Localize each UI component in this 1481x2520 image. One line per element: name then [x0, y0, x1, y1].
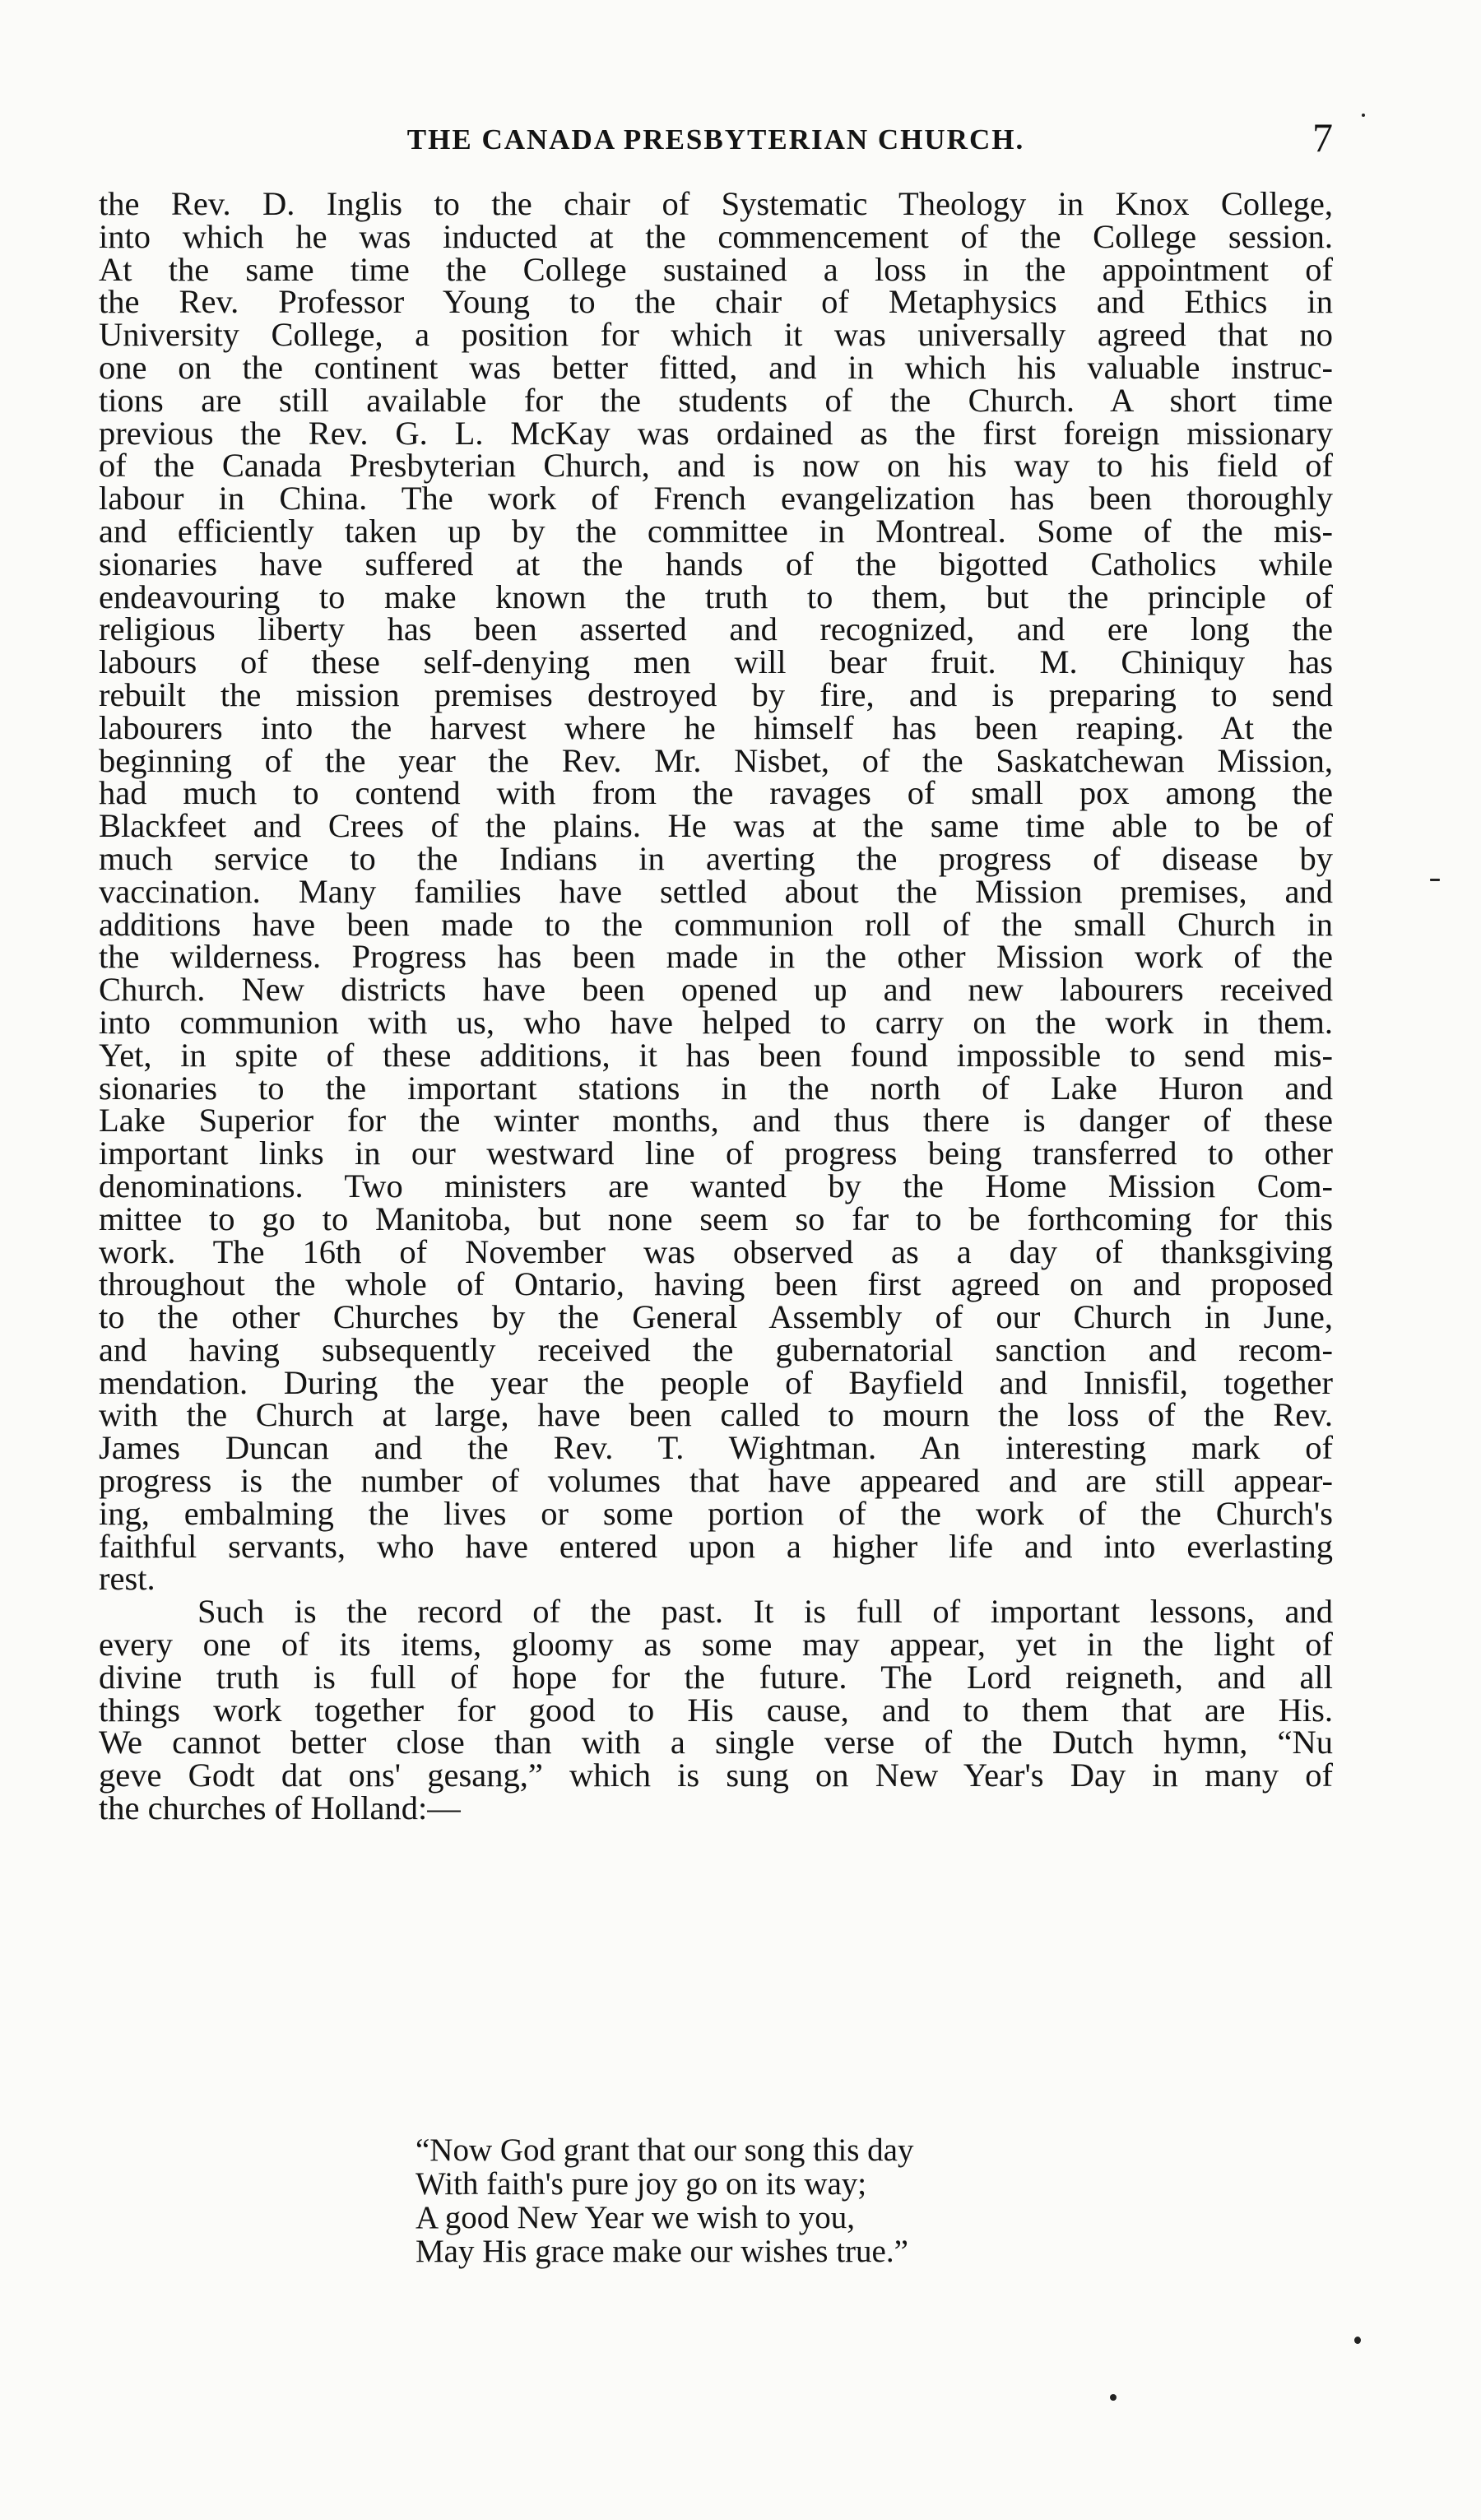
text-line: every one of its items, gloomy as some may appear, yet in the light of: [99, 1626, 1333, 1664]
text-line: vaccination. Many families have settled about the Mission premises, and: [99, 872, 1333, 910]
page-number: 7: [1312, 114, 1333, 160]
text-line: things work together for good to His cause, and to them that are His.: [99, 1691, 1333, 1729]
text-line: At the same time the College sustained a loss in the appointment of: [99, 250, 1333, 288]
text-line: rebuilt the mission premises destroyed by fire, and is preparing to send: [99, 675, 1333, 713]
running-title: THE CANADA PRESBYTERIAN CHURCH.: [406, 123, 1025, 155]
text-line: work. The 16th of November was observed as a day of thanksgiving: [99, 1232, 1333, 1270]
text-line: and having subsequently received the gubernatorial sanction and recom-: [99, 1330, 1333, 1368]
text-line: sionaries to the important stations in the north of Lake Huron and: [99, 1069, 1333, 1107]
text-line: Blackfeet and Crees of the plains. He was at the same time able to be of: [99, 807, 1333, 845]
text-line: James Duncan and the Rev. T. Wightman. An interesting mark of: [99, 1429, 1333, 1467]
print-speck: [1354, 2337, 1361, 2344]
text-line: beginning of the year the Rev. Mr. Nisbet, of the Saskatchewan Mission,: [99, 741, 1333, 779]
text-line: labours of these self-denying men will bear fruit. M. Chiniquy has: [99, 643, 1333, 681]
text-line: throughout the whole of Ontario, having been first agreed on and proposed: [99, 1265, 1333, 1303]
text-line: to the other Churches by the General Assembly of our Church in June,: [99, 1298, 1333, 1336]
text-line: additions have been made to the communion roll of the small Church in: [99, 905, 1333, 943]
text-line: progress is the number of volumes that have appeared and are still appear-: [99, 1462, 1333, 1500]
verse-line: A good New Year we wish to you,: [416, 2200, 856, 2235]
verse-line: May His grace make our wishes true.”: [416, 2234, 908, 2269]
text-line: endeavouring to make known the truth to them, but the principle of: [99, 578, 1333, 615]
text-line: divine truth is full of hope for the future. The Lord reigneth, and all: [99, 1658, 1333, 1696]
verse-line: With faith's pure joy go on its way;: [416, 2166, 867, 2202]
text-line: denominations. Two ministers are wanted by the Home Mission Com-: [99, 1167, 1333, 1204]
print-speck: [1430, 879, 1440, 881]
text-line: mittee to go to Manitoba, but none seem so far to be forthcoming for this: [99, 1200, 1333, 1237]
text-line: the Rev. D. Inglis to the chair of Systematic Theology in Knox College,: [99, 185, 1333, 222]
text-line: Yet, in spite of these additions, it has been found impossible to send mis-: [99, 1036, 1333, 1074]
text-line: had much to contend with from the ravages of small pox among the: [99, 774, 1333, 812]
text-line: geve Godt dat ons' gesang,” which is sung on New Year's Day in many of: [99, 1757, 1333, 1794]
body-text: [99, 185, 1333, 1827]
text-line: of the Canada Presbyterian Church, and is now on his way to his field of: [99, 447, 1333, 485]
text-line: Such is the record of the past. It is full of important lessons, and: [197, 1593, 1333, 1631]
text-line: religious liberty has been asserted and recognized, and ere long the: [99, 610, 1333, 648]
text-line: and efficiently taken up by the committee in Montreal. Some of the mis-: [99, 512, 1333, 550]
text-line: faithful servants, who have entered upon a higher life and into everlasting: [99, 1527, 1333, 1565]
text-line: sionaries have suffered at the hands of the bigotted Catholics while: [99, 545, 1333, 582]
text-line: mendation. During the year the people of Bayfield and Innisfil, together: [99, 1363, 1333, 1401]
text-line: labour in China. The work of French evangelization has been thoroughly: [99, 480, 1333, 517]
text-line: one on the continent was better fitted, and in which his valuable instruc-: [99, 348, 1333, 386]
text-line: labourers into the harvest where he himself has been reaping. At the: [99, 708, 1333, 746]
text-line: Church. New districts have been opened up and new labourers received: [99, 971, 1333, 1009]
verse-line: “Now God grant that our song this day: [416, 2132, 914, 2168]
text-line: important links in our westward line of progress being transferred to other: [99, 1135, 1333, 1172]
text-line: with the Church at large, have been called to mourn the loss of the Rev.: [99, 1396, 1333, 1434]
text-line: into which he was inducted at the commencement of the College session.: [99, 217, 1333, 255]
text-line: University College, a position for which it was universally agreed that no: [99, 316, 1333, 354]
text-line: We cannot better close than with a single verse of the Dutch hymn, “Nu: [99, 1724, 1333, 1761]
hymn-verse: [416, 2133, 1238, 2268]
text-line: rest.: [99, 1560, 156, 1598]
text-line: the wilderness. Progress has been made in the other Mission work of the: [99, 938, 1333, 976]
text-line: into communion with us, who have helped to carry on the work in them.: [99, 1003, 1333, 1041]
paragraph-1: [99, 185, 1333, 1598]
text-line: previous the Rev. G. L. McKay was ordained as the first foreign missionary: [99, 414, 1333, 452]
print-speck: [1362, 114, 1365, 117]
text-line: the churches of Holland:—: [99, 1789, 461, 1827]
text-line: the Rev. Professor Young to the chair of Metaphysics and Ethics in: [99, 283, 1333, 321]
text-line: tions are still available for the students of the Church. A short time: [99, 381, 1333, 419]
print-speck: [1110, 2394, 1117, 2401]
running-head: [99, 114, 1333, 173]
text-line: ing, embalming the lives or some portion of the work of the Church's: [99, 1494, 1333, 1532]
text-line: Lake Superior for the winter months, and thus there is danger of these: [99, 1102, 1333, 1139]
text-line: much service to the Indians in averting the progress of disease by: [99, 839, 1333, 877]
paragraph-2: [99, 1595, 1333, 1825]
